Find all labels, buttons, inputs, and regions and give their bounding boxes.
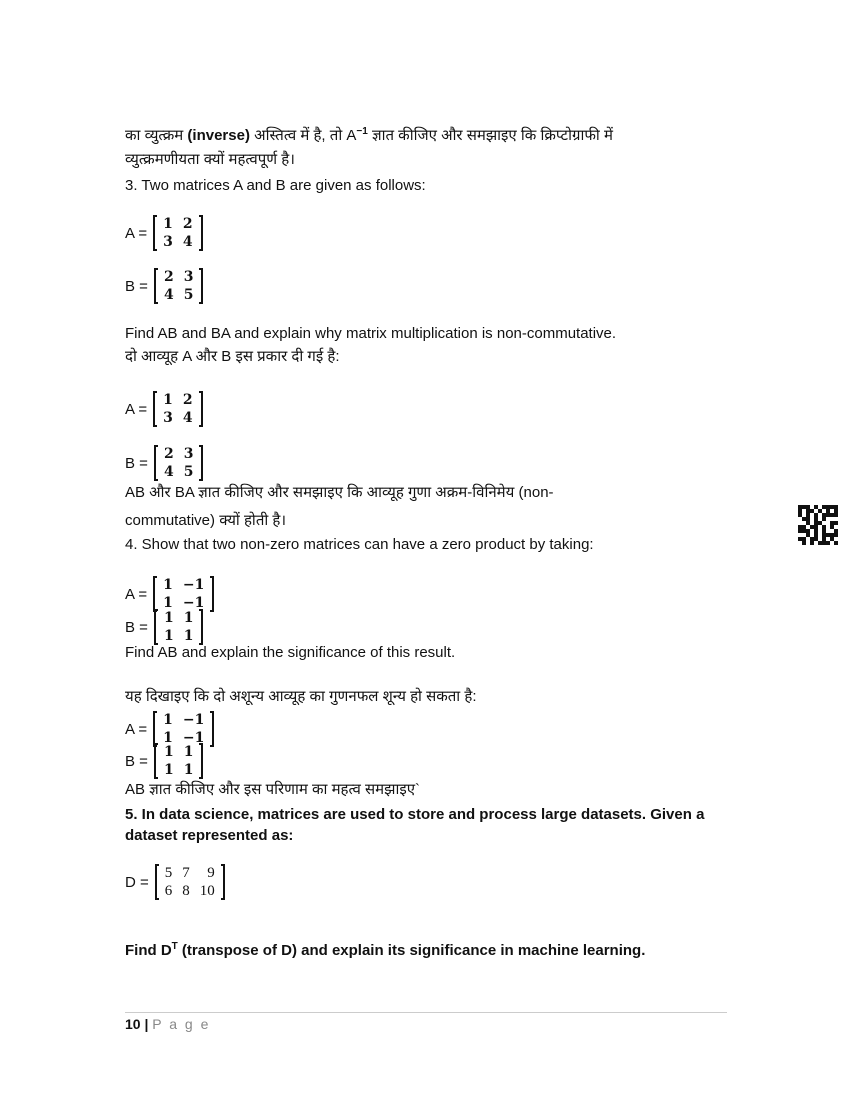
matrix-cell: 5 bbox=[164, 865, 173, 881]
matrix bbox=[154, 445, 204, 481]
matrix-cell: 1 bbox=[163, 595, 173, 611]
text: Find D bbox=[125, 942, 172, 959]
matrix-cell: 10 bbox=[199, 883, 215, 899]
matrix-cell: 1 bbox=[163, 628, 174, 644]
matrix bbox=[154, 609, 204, 645]
page-footer bbox=[125, 1016, 210, 1032]
footer-divider bbox=[125, 1012, 727, 1013]
matrix-label: D = bbox=[125, 873, 149, 891]
text: (transpose of D) and explain its significance in machine learning. bbox=[177, 942, 646, 959]
matrix-label: B = bbox=[125, 618, 148, 636]
question-4-hindi-find: AB ज्ञात कीजिए और इस परिणाम का महत्व समझाइए` bbox=[125, 781, 420, 798]
matrix-cell: −1 bbox=[182, 595, 205, 611]
matrix-cell: −1 bbox=[182, 577, 205, 593]
matrix-a-q4-hindi bbox=[125, 711, 214, 747]
matrix-cell: 2 bbox=[163, 446, 174, 462]
matrix-cell: 1 bbox=[183, 628, 194, 644]
hindi-inverse-line-2: व्युत्क्रमणीयता क्यों महत्वपूर्ण है। bbox=[125, 151, 295, 168]
matrix-label: A = bbox=[125, 720, 148, 738]
matrix-cell: 3 bbox=[163, 234, 173, 250]
matrix-cell: 9 bbox=[207, 865, 215, 881]
matrix-cell: 5 bbox=[183, 287, 194, 303]
matrix-cell: 6 bbox=[164, 883, 173, 899]
matrix-cell: 1 bbox=[183, 762, 194, 778]
matrix-cell: 1 bbox=[163, 577, 173, 593]
matrix bbox=[153, 576, 214, 612]
question-5-line-1: 5. In data science, matrices are used to store and process large datasets. Given a bbox=[125, 806, 705, 823]
matrix-cell: 1 bbox=[163, 762, 174, 778]
matrix-cell: 1 bbox=[183, 610, 194, 626]
matrix-cell: 4 bbox=[163, 287, 174, 303]
matrix-label: B = bbox=[125, 277, 148, 295]
question-5-find bbox=[125, 937, 645, 961]
superscript: −1 bbox=[356, 126, 368, 137]
matrix bbox=[153, 711, 214, 747]
matrix bbox=[155, 864, 225, 900]
matrix-a-q3 bbox=[125, 215, 203, 251]
matrix bbox=[154, 268, 204, 304]
matrix-a-q4 bbox=[125, 576, 214, 612]
matrix-cell: 1 bbox=[163, 610, 174, 626]
matrix-label: B = bbox=[125, 752, 148, 770]
matrix-cell: −1 bbox=[182, 712, 205, 728]
matrix-label: A = bbox=[125, 224, 148, 242]
matrix-cell: 3 bbox=[183, 446, 194, 462]
qr-module bbox=[834, 541, 838, 545]
question-3-find: Find AB and BA and explain why matrix multiplication is non-commutative. bbox=[125, 325, 617, 342]
question-4-hindi: यह दिखाइए कि दो अशून्य आव्यूह का गुणनफल शून्य हो सकता है: bbox=[125, 688, 477, 705]
matrix-cell: 2 bbox=[182, 392, 193, 408]
matrix-cell: 2 bbox=[163, 269, 174, 285]
matrix bbox=[153, 215, 203, 251]
question-5-line-2: dataset represented as: bbox=[125, 827, 294, 844]
matrix-cell: 1 bbox=[163, 392, 173, 408]
matrix-b-q4 bbox=[125, 609, 203, 645]
hindi-inverse-line-1 bbox=[125, 122, 613, 146]
matrix-cell: −1 bbox=[182, 730, 205, 746]
superscript: T bbox=[171, 941, 178, 952]
matrix-label: A = bbox=[125, 585, 148, 603]
matrix-cell: 1 bbox=[163, 712, 173, 728]
matrix-d bbox=[125, 864, 225, 900]
matrix-a-q3-hindi bbox=[125, 391, 203, 427]
matrix bbox=[154, 743, 204, 779]
matrix-cell: 4 bbox=[163, 464, 174, 480]
text: ज्ञात कीजिए और समझाइए कि क्रिप्टोग्राफी में bbox=[367, 127, 613, 144]
matrix-cell: 3 bbox=[163, 410, 173, 426]
question-3: 3. Two matrices A and B are given as follows: bbox=[125, 177, 426, 194]
question-3-hindi-find-2: commutative) क्यों होती है। bbox=[125, 512, 287, 529]
matrix-cell: 7 bbox=[182, 865, 190, 881]
matrix-b-q4-hindi bbox=[125, 743, 203, 779]
matrix-cell: 1 bbox=[163, 730, 173, 746]
matrix-cell: 3 bbox=[183, 269, 194, 285]
page-number: 10 bbox=[125, 1016, 141, 1032]
qr-code-icon bbox=[798, 505, 838, 545]
question-3-hindi-find-1: AB और BA ज्ञात कीजिए और समझाइए कि आव्यूह गुणा अक्रम-विनिमेय (non- bbox=[125, 484, 554, 501]
matrix-cell: 1 bbox=[163, 744, 174, 760]
text: का व्युत्क्रम bbox=[125, 127, 188, 144]
matrix-cell: 1 bbox=[183, 744, 194, 760]
matrix-cell: 2 bbox=[182, 216, 193, 232]
matrix-label: A = bbox=[125, 400, 148, 418]
page-label: P a g e bbox=[152, 1016, 211, 1032]
matrix-cell: 5 bbox=[183, 464, 194, 480]
text: (inverse) bbox=[187, 127, 250, 144]
matrix-cell: 1 bbox=[163, 216, 173, 232]
question-4: 4. Show that two non-zero matrices can have a zero product by taking: bbox=[125, 536, 594, 553]
text: अस्तित्व में है, तो A bbox=[249, 127, 357, 144]
matrix-b-q3 bbox=[125, 268, 203, 304]
matrix-label: B = bbox=[125, 454, 148, 472]
separator: | bbox=[140, 1016, 153, 1032]
question-4-find: Find AB and explain the significance of this result. bbox=[125, 644, 456, 661]
question-3-hindi: दो आव्यूह A और B इस प्रकार दी गई है: bbox=[125, 348, 340, 365]
matrix-cell: 4 bbox=[182, 234, 193, 250]
matrix-b-q3-hindi bbox=[125, 445, 203, 481]
matrix bbox=[153, 391, 203, 427]
matrix-cell: 8 bbox=[182, 883, 190, 899]
matrix-cell: 4 bbox=[182, 410, 193, 426]
